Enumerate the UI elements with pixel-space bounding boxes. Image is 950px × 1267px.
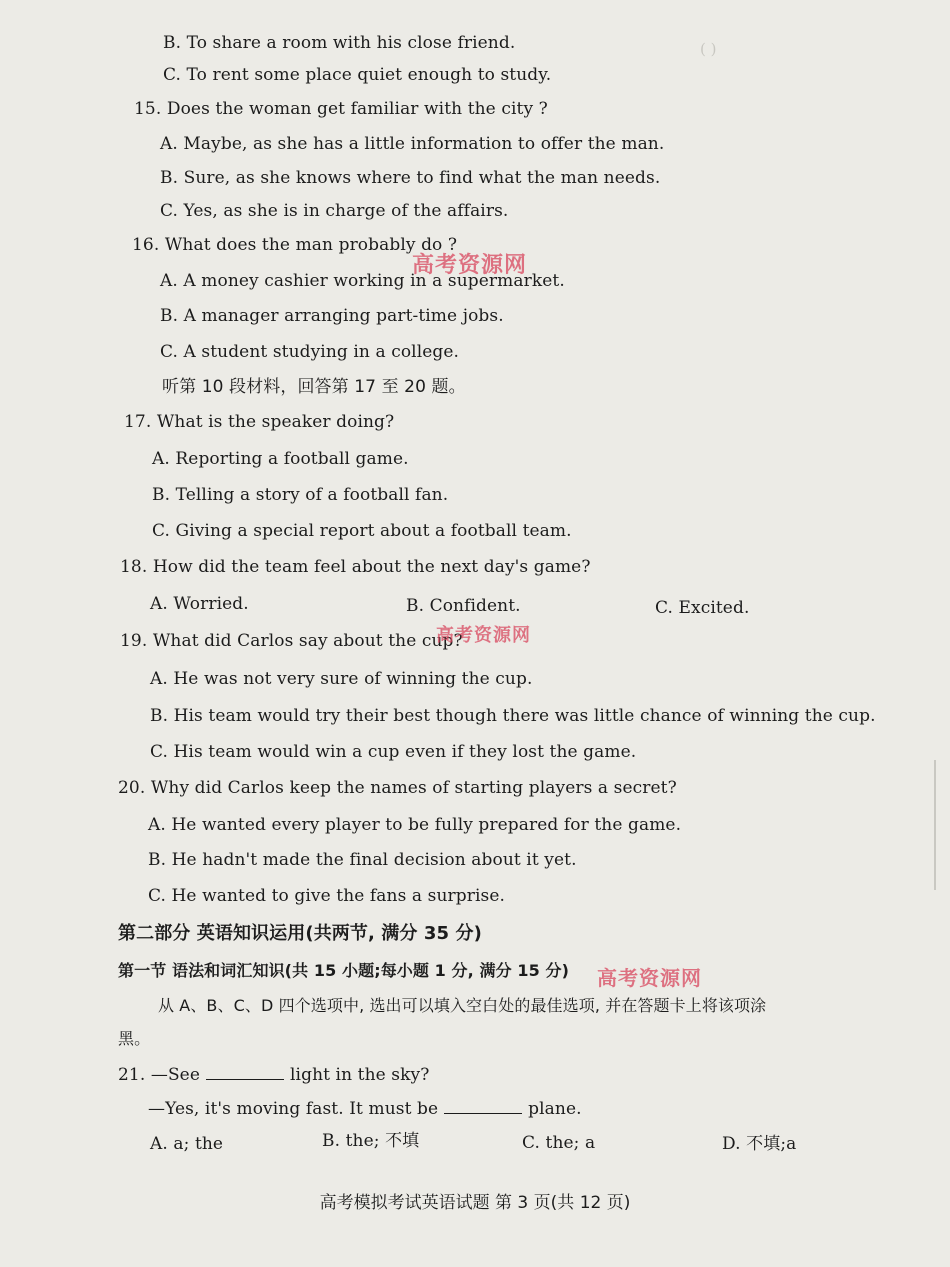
option-19a: A. He was not very sure of winning the cup. bbox=[150, 669, 533, 689]
option-17a: A. Reporting a football game. bbox=[152, 449, 409, 469]
question-21 bbox=[118, 1063, 429, 1086]
question-15: 15. Does the woman get familiar with the city ? bbox=[134, 99, 548, 119]
watermark-stamp: 高考资源网 bbox=[436, 625, 531, 646]
option-14b: B. To share a room with his close friend. bbox=[163, 33, 516, 53]
page-edge-shadow bbox=[934, 760, 936, 890]
option-17c: C. Giving a special report about a football team. bbox=[152, 521, 572, 541]
question-21-reply bbox=[148, 1097, 582, 1120]
question-20: 20. Why did Carlos keep the names of starting players a secret? bbox=[118, 778, 677, 798]
answer-blank-1 bbox=[206, 1063, 284, 1080]
question-16: 16. What does the man probably do ? bbox=[132, 235, 458, 255]
option-15a: A. Maybe, as she has a little information to offer the man. bbox=[160, 134, 665, 154]
option-17b: B. Telling a story of a football fan. bbox=[152, 485, 449, 505]
option-14c: C. To rent some place quiet enough to study. bbox=[163, 65, 552, 85]
page-footer: 高考模拟考试英语试题 第 3 页(共 12 页) bbox=[319, 1193, 631, 1213]
option-21c: C. the; a bbox=[522, 1133, 596, 1153]
question-21-prefix: 21. —See bbox=[118, 1065, 201, 1085]
option-20a: A. He wanted every player to be fully prepared for the game. bbox=[148, 815, 682, 835]
option-18b: B. Confident. bbox=[406, 596, 521, 616]
watermark-stamp: 高考资源网 bbox=[412, 253, 528, 278]
option-16c: C. A student studying in a college. bbox=[160, 342, 460, 362]
section-one-heading: 第一节 语法和词汇知识(共 15 小题;每小题 1 分, 满分 15 分) bbox=[118, 961, 570, 980]
option-20b: B. He hadn't made the final decision about it yet. bbox=[148, 850, 577, 870]
instruction-line-1: 从 A、B、C、D 四个选项中, 选出可以填入空白处的最佳选项, 并在答题卡上将该项涂 bbox=[158, 996, 767, 1015]
option-21d: D. 不填;a bbox=[722, 1134, 797, 1154]
instruction-line-2: 黑。 bbox=[118, 1029, 151, 1048]
watermark-stamp: 高考资源网 bbox=[597, 966, 702, 990]
question-19: 19. What did Carlos say about the cup? bbox=[120, 631, 463, 651]
question-17: 17. What is the speaker doing? bbox=[124, 412, 395, 432]
option-16b: B. A manager arranging part-time jobs. bbox=[160, 306, 504, 326]
part-two-heading: 第二部分 英语知识运用(共两节, 满分 35 分) bbox=[118, 923, 482, 944]
option-21b: B. the; 不填 bbox=[322, 1131, 420, 1151]
option-18c: C. Excited. bbox=[655, 598, 750, 618]
option-16a: A. A money cashier working in a supermarket. bbox=[160, 271, 565, 291]
option-21a: A. a; the bbox=[150, 1134, 224, 1154]
question-18: 18. How did the team feel about the next day's game? bbox=[120, 557, 591, 577]
answer-blank-2 bbox=[444, 1097, 522, 1114]
option-19c: C. His team would win a cup even if they lost the game. bbox=[150, 742, 637, 762]
option-15c: C. Yes, as she is in charge of the affairs. bbox=[160, 201, 509, 221]
option-15b: B. Sure, as she knows where to find what the man needs. bbox=[160, 168, 661, 188]
reply-suffix: plane. bbox=[528, 1099, 582, 1119]
question-21-suffix: light in the sky? bbox=[290, 1065, 430, 1085]
option-18a: A. Worried. bbox=[150, 594, 249, 614]
option-19b: B. His team would try their best though there was little chance of winning the cup. bbox=[150, 706, 876, 726]
listening-instruction: 听第 10 段材料，回答第 17 至 20 题。 bbox=[162, 377, 466, 397]
bleed-through-text: ( ) bbox=[700, 40, 717, 58]
option-20c: C. He wanted to give the fans a surprise. bbox=[148, 886, 505, 906]
reply-prefix: —Yes, it's moving fast. It must be bbox=[148, 1099, 439, 1119]
